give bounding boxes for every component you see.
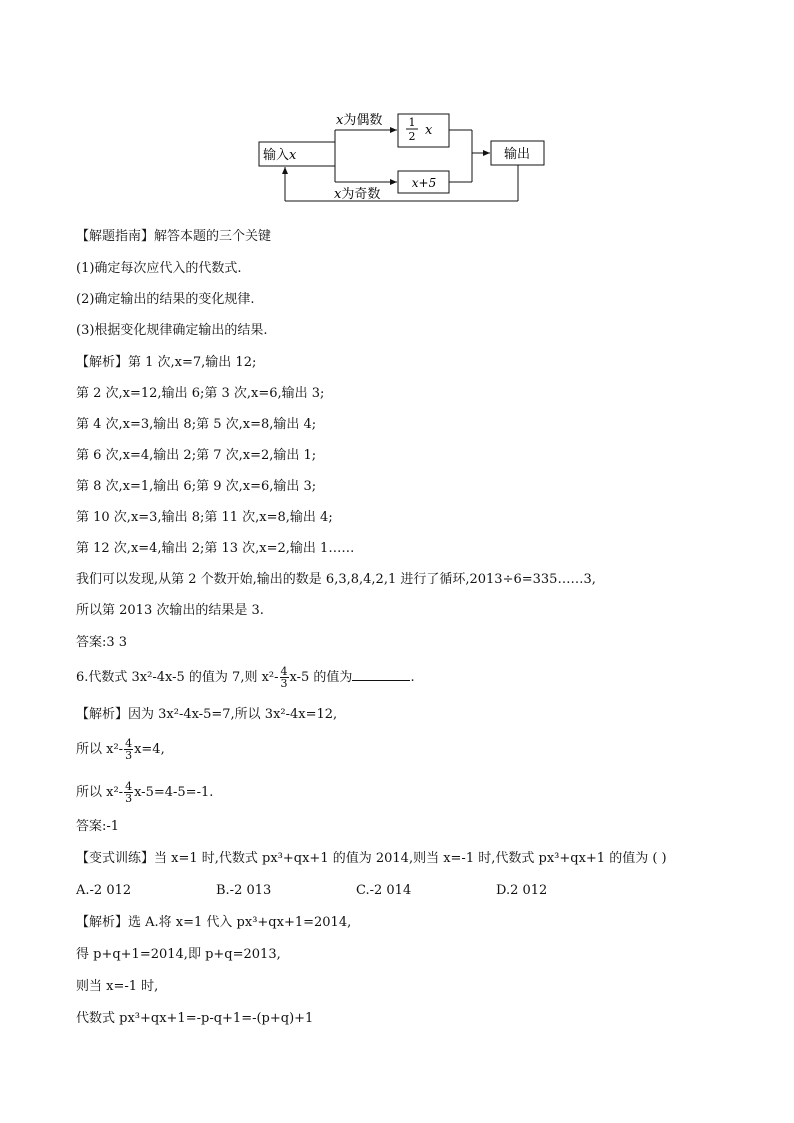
- guide-heading: 【解题指南】解答本题的三个关键: [76, 229, 272, 244]
- guide-item-3: (3)根据变化规律确定输出的结果.: [76, 323, 268, 338]
- svg-text:x为奇数: [334, 186, 380, 202]
- input-label: 输入: [263, 148, 290, 163]
- analysis1-line-3: 第 4 次,x=3,输出 8;第 5 次,x=8,输出 4;: [76, 417, 317, 432]
- question-6: [76, 666, 415, 689]
- analysis2-frac1-num: 4: [125, 737, 133, 750]
- half-var: x: [425, 123, 433, 138]
- q6-frac-den: 3: [280, 677, 288, 690]
- svg-text:x为偶数: [336, 112, 382, 128]
- analysis1-line-5: 第 8 次,x=1,输出 6;第 9 次,x=6,输出 3;: [76, 479, 317, 494]
- analysis2-line-2: [76, 738, 165, 761]
- variant-analysis-line-2: 得 p+q+1=2014,即 p+q=2013,: [76, 947, 281, 962]
- option-a: A.-2 012: [76, 883, 132, 898]
- q6-end: .: [410, 670, 415, 685]
- variant-question: 【变式训练】当 x=1 时,代数式 px³+qx+1 的值为 2014,则当 x=-1 时,代数式 px³+qx+1 的值为 ( ): [76, 851, 667, 866]
- even-label: 为偶数: [343, 113, 383, 128]
- half-numerator: 1: [408, 116, 416, 129]
- analysis2-frac2-num: 4: [125, 780, 133, 793]
- q6-fraction: [280, 666, 289, 689]
- analysis1-answer: 答案:3 3: [76, 635, 128, 650]
- half-x-box: [398, 114, 449, 147]
- variant-analysis-line-4: 代数式 px³+qx+1=-p-q+1=-(p+q)+1: [76, 1011, 314, 1026]
- odd-var: x: [334, 187, 342, 202]
- analysis1-line-7: 第 12 次,x=4,输出 2;第 13 次,x=2,输出 1……: [76, 541, 355, 556]
- input-var: x: [289, 148, 297, 163]
- q6-suffix: x-5 的值为: [289, 670, 353, 685]
- analysis2-line-2-prefix: 所以 x²-: [76, 742, 124, 757]
- flow-diagram: [0, 0, 794, 215]
- analysis2-line-2-suffix: x=4,: [134, 742, 165, 757]
- analysis1-line-8: 我们可以发现,从第 2 个数开始,输出的数是 6,3,8,4,2,1 进行了循环,2013÷6=335……3,: [76, 572, 596, 587]
- odd-label: 为奇数: [341, 187, 381, 202]
- analysis2-fraction-2: [124, 781, 133, 804]
- svg-text:输入x: [263, 147, 297, 163]
- analysis1-line-4: 第 6 次,x=4,输出 2;第 7 次,x=2,输出 1;: [76, 448, 317, 463]
- q6-answer-blank: [352, 668, 410, 681]
- analysis2-answer: 答案:-1: [76, 819, 120, 834]
- analysis1-line-6: 第 10 次,x=3,输出 8;第 11 次,x=8,输出 4;: [76, 510, 333, 525]
- analysis1-line-2: 第 2 次,x=12,输出 6;第 3 次,x=6,输出 3;: [76, 386, 325, 401]
- analysis2-line-3-prefix: 所以 x²-: [76, 785, 124, 800]
- guide-item-1: (1)确定每次应代入的代数式.: [76, 261, 242, 276]
- variant-options: [76, 882, 547, 900]
- analysis1-line-1: 【解析】第 1 次,x=7,输出 12;: [76, 355, 257, 370]
- analysis2-line-3: [76, 781, 213, 804]
- variant-analysis-line-1: 【解析】选 A.将 x=1 代入 px³+qx+1=2014,: [76, 915, 352, 930]
- analysis1-line-9: 所以第 2013 次输出的结果是 3.: [76, 603, 264, 618]
- option-d: D.2 012: [496, 883, 548, 898]
- option-b: B.-2 013: [216, 883, 272, 898]
- even-var: x: [336, 113, 344, 128]
- output-label: 输出: [503, 147, 531, 162]
- plus-five-label: x+5: [411, 176, 437, 190]
- option-c: C.-2 014: [356, 883, 412, 898]
- guide-item-2: (2)确定输出的结果的变化规律.: [76, 292, 255, 307]
- analysis2-frac2-den: 3: [125, 792, 133, 805]
- analysis2-fraction-1: [124, 738, 133, 761]
- analysis2-line-3-suffix: x-5=4-5=-1.: [134, 785, 214, 800]
- analysis2-line-1: 【解析】因为 3x²-4x-5=7,所以 3x²-4x=12,: [76, 707, 338, 722]
- variant-analysis-line-3: 则当 x=-1 时,: [76, 979, 159, 994]
- q6-prefix: 6.代数式 3x²-4x-5 的值为 7,则 x²-: [76, 670, 279, 685]
- half-denominator: 2: [408, 130, 416, 143]
- analysis2-frac1-den: 3: [125, 749, 133, 762]
- q6-frac-num: 4: [280, 665, 288, 678]
